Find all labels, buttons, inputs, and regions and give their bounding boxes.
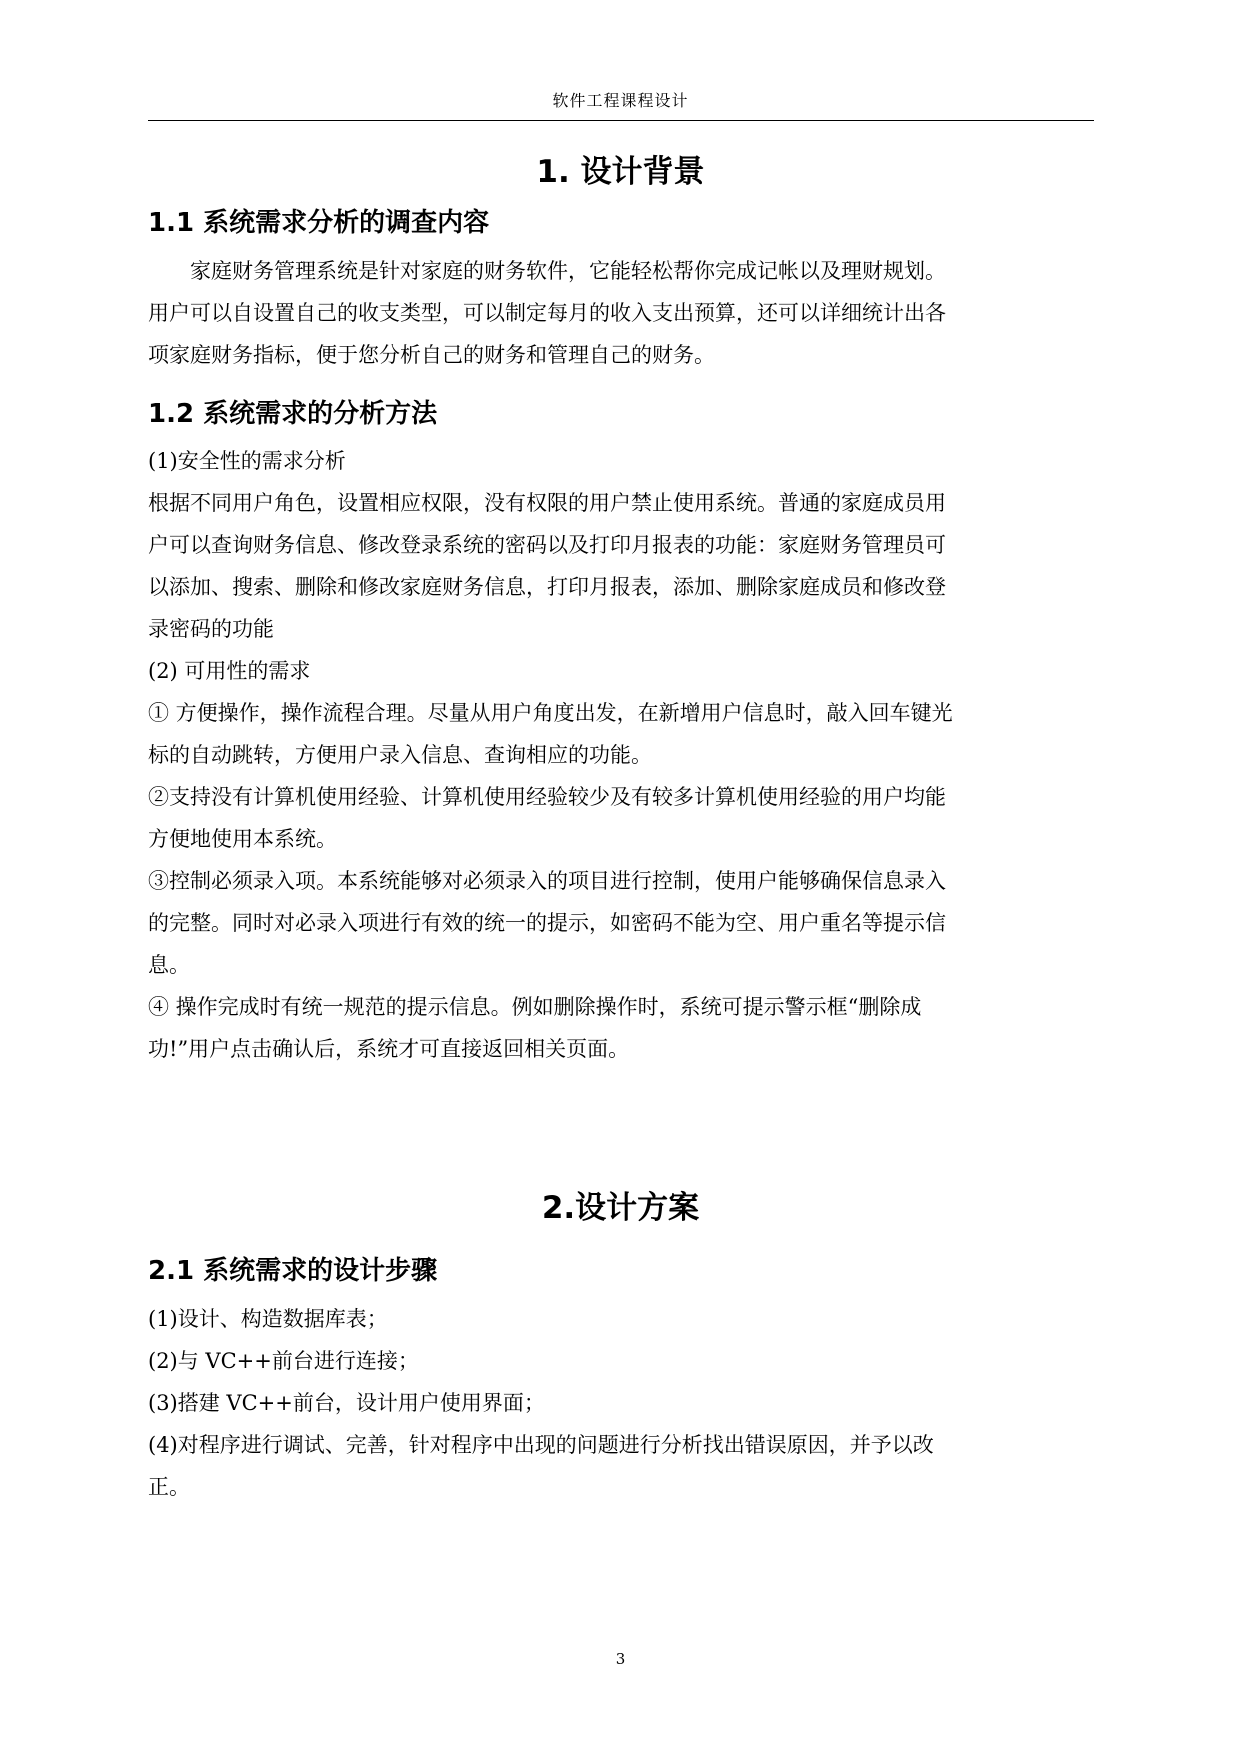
header-rule [148, 120, 1094, 121]
subsection-1-1-title: 1.1 系统需求分析的调查内容 [148, 208, 490, 238]
section-1-title: 1. 设计背景 [536, 154, 705, 190]
paragraph-line: 正。 [148, 1475, 190, 1499]
subsection-1-2-body [148, 440, 1094, 1070]
paragraph-line: ③控制必须录入项。本系统能够对必须录入的项目进行控制，使用户能够确保信息录入 [148, 869, 946, 893]
paragraph-line: 息。 [148, 953, 190, 977]
paragraph-line: 户可以查询财务信息、修改登录系统的密码以及打印月报表的功能：家庭财务管理员可 [148, 533, 946, 557]
subsection-2-1-body [148, 1298, 1094, 1508]
running-header: 软件工程课程设计 [552, 91, 689, 110]
paragraph-line: 根据不同用户角色，设置相应权限，没有权限的用户禁止使用系统。普通的家庭成员用 [148, 491, 946, 515]
paragraph-line: (2)与 VC++前台进行连接； [148, 1349, 419, 1373]
paragraph-line: 家庭财务管理系统是针对家庭的财务软件，它能轻松帮你完成记帐以及理财规划。 [190, 259, 946, 283]
paragraph-line: ④ 操作完成时有统一规范的提示信息。例如删除操作时，系统可提示警示框“删除成 [148, 995, 922, 1019]
paragraph-line: (1)安全性的需求分析 [148, 449, 346, 473]
paragraph-line: (3)搭建 VC++前台，设计用户使用界面； [148, 1391, 545, 1415]
page-number: 3 [615, 1650, 626, 1668]
section-2-title: 2.设计方案 [541, 1190, 700, 1226]
paragraph-line: (4)对程序进行调试、完善，针对程序中出现的问题进行分析找出错误原因，并予以改 [148, 1433, 934, 1457]
paragraph-line: 功!”用户点击确认后，系统才可直接返回相关页面。 [148, 1037, 630, 1061]
paragraph-line: 的完整。同时对必录入项进行有效的统一的提示，如密码不能为空、用户重名等提示信 [148, 911, 946, 935]
paragraph-line: (2) 可用性的需求 [148, 659, 311, 683]
paragraph-line: ① 方便操作，操作流程合理。尽量从用户角度出发，在新增用户信息时，敲入回车键光 [148, 701, 953, 725]
paragraph-line: 标的自动跳转，方便用户录入信息、查询相应的功能。 [148, 743, 652, 767]
paragraph-line: 用户可以自设置自己的收支类型，可以制定每月的收入支出预算，还可以详细统计出各 [148, 301, 946, 325]
paragraph-line: 以添加、搜索、删除和修改家庭财务信息，打印月报表，添加、删除家庭成员和修改登 [148, 575, 946, 599]
subsection-2-1-title: 2.1 系统需求的设计步骤 [148, 1256, 438, 1286]
subsection-1-1-body [148, 250, 1094, 376]
paragraph-line: ②支持没有计算机使用经验、计算机使用经验较少及有较多计算机使用经验的用户均能 [148, 785, 946, 809]
paragraph-line: 项家庭财务指标，便于您分析自己的财务和管理自己的财务。 [148, 343, 715, 367]
subsection-1-2-title: 1.2 系统需求的分析方法 [148, 399, 438, 429]
paragraph-line: 方便地使用本系统。 [148, 827, 337, 851]
paragraph-line: (1)设计、构造数据库表； [148, 1307, 388, 1331]
paragraph-line: 录密码的功能 [148, 617, 274, 641]
